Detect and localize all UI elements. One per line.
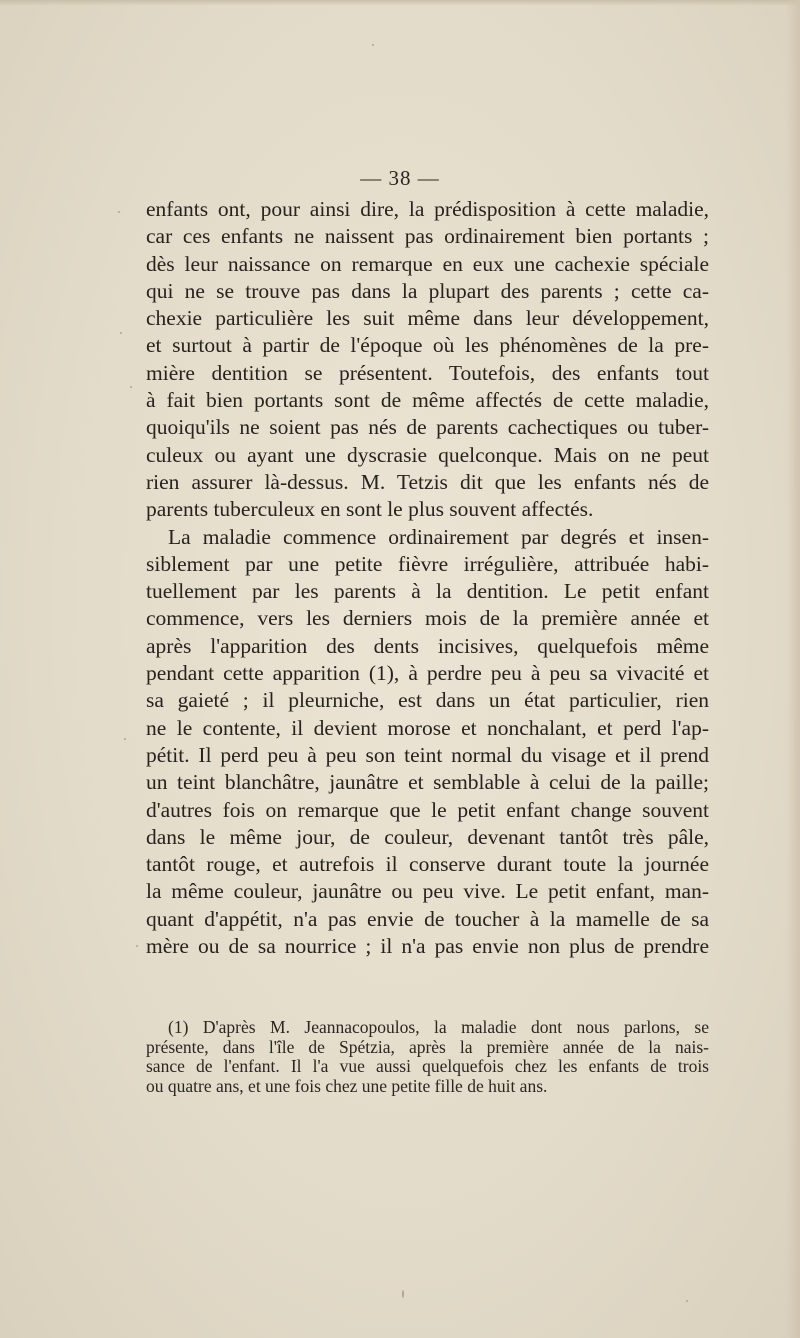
text-line: pendant cette apparition (1), à perdre peu à peu sa vivacité et bbox=[146, 661, 709, 686]
text-line: siblement par une petite fièvre irrégulière, attribuée habi- bbox=[146, 551, 709, 576]
text-line: dans le même jour, de couleur, devenant tantôt très pâle, bbox=[146, 824, 709, 849]
text-line: quoiqu'ils ne soient pas nés de parents cachectiques ou tuber- bbox=[146, 415, 709, 440]
paper-speck bbox=[372, 44, 374, 46]
footnote-line: (1) D'après M. Jeannacopoulos, la maladie dont nous parlons, se bbox=[168, 1017, 709, 1037]
page-top-edge bbox=[0, 0, 800, 6]
text-line: après l'apparition des dents incisives, quelquefois même bbox=[146, 633, 709, 658]
text-line: tuellement par les parents à la dentition. Le petit enfant bbox=[146, 579, 709, 604]
paper-speck bbox=[686, 1300, 688, 1302]
text-line: car ces enfants ne naissent pas ordinairement bien portants ; bbox=[146, 224, 709, 249]
text-line: chexie particulière les suit même dans leur développement, bbox=[146, 306, 709, 331]
text-line: tantôt rouge, et autrefois il conserve durant toute la journée bbox=[146, 852, 709, 877]
text-line: quant d'appétit, n'a pas envie de toucher à la mamelle de sa bbox=[146, 906, 709, 931]
main-text bbox=[146, 196, 709, 960]
footnote bbox=[146, 1018, 709, 1096]
text-line: commence, vers les derniers mois de la première année et bbox=[146, 606, 709, 631]
text-line: à fait bien portants sont de même affectés de cette maladie, bbox=[146, 388, 709, 413]
paper-speck bbox=[124, 738, 126, 740]
page-right-edge bbox=[786, 0, 800, 1338]
footnote-line: sance de l'enfant. Il l'a vue aussi quelquefois chez les enfants de trois bbox=[146, 1056, 709, 1076]
text-line: qui ne se trouve pas dans la plupart des parents ; cette ca- bbox=[146, 278, 709, 303]
page-number: — 38 — bbox=[360, 166, 440, 190]
text-line: mière dentition se présentent. Toutefois, des enfants tout bbox=[146, 360, 709, 385]
text-line: la même couleur, jaunâtre ou peu vive. Le petit enfant, man- bbox=[146, 879, 709, 904]
paper-speck bbox=[120, 332, 122, 334]
text-line: ne le contente, il devient morose et nonchalant, et perd l'ap- bbox=[146, 715, 709, 740]
text-line: un teint blanchâtre, jaunâtre et semblable à celui de la paille; bbox=[146, 770, 709, 795]
text-line: parents tuberculeux en sont le plus souvent affectés. bbox=[146, 497, 594, 522]
text-line: mère ou de sa nourrice ; il n'a pas envie non plus de prendre bbox=[146, 934, 709, 959]
text-line: et surtout à partir de l'époque où les phénomènes de la pre- bbox=[146, 333, 709, 358]
footnote-line: présente, dans l'île de Spétzia, après la première année de la nais- bbox=[146, 1036, 709, 1057]
text-line: dès leur naissance on remarque en eux une cachexie spéciale bbox=[146, 251, 709, 276]
text-line: rien assurer là-dessus. M. Tetzis dit que les enfants nés de bbox=[146, 469, 709, 494]
paper-speck bbox=[136, 945, 138, 947]
text-line: La maladie commence ordinairement par degrés et insen- bbox=[168, 524, 709, 549]
text-line: pétit. Il perd peu à peu son teint normal du visage et il prend bbox=[146, 742, 709, 767]
paper-speck bbox=[402, 1290, 404, 1298]
footnote-line: ou quatre ans, et une fois chez une petite fille de huit ans. bbox=[146, 1075, 548, 1096]
paper-speck bbox=[130, 386, 132, 388]
text-line: d'autres fois on remarque que le petit enfant change souvent bbox=[146, 797, 709, 822]
paper-speck bbox=[118, 211, 120, 213]
text-line: culeux ou ayant une dyscrasie quelconque. Mais on ne peut bbox=[146, 442, 709, 467]
text-line: sa gaieté ; il pleurniche, est dans un état particulier, rien bbox=[146, 688, 709, 713]
text-line: enfants ont, pour ainsi dire, la prédisposition à cette maladie, bbox=[146, 197, 709, 221]
